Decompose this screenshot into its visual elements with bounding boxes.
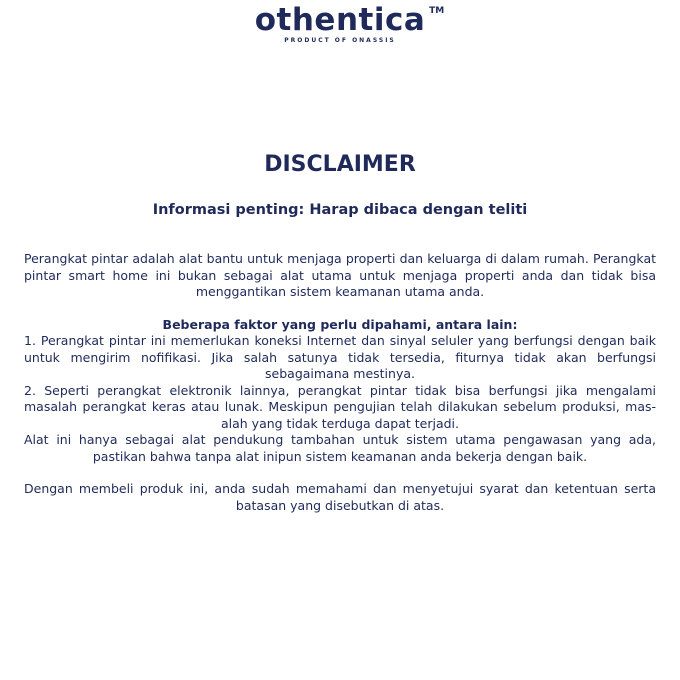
logo-wordmark-text: othentica	[254, 2, 426, 38]
factors-closing: Alat ini hanya sebagai alat pendukung tambahan untuk sistem utama pengawasan yang ada, pastikan bahwa tanpa alat inipun sistem keamanan anda bekerja dengan baik.	[24, 432, 656, 464]
factor-item-1: 1. Perangkat pintar ini memerlukan koneksi Internet dan sinyal seluler yang berfungsi dengan baik untuk mengirim nofifikasi. Jika salah satunya tidak tersedia, fiturnya tidak akan berfungsi sebagaimana mestinya.	[24, 333, 656, 381]
intro-paragraph: Perangkat pintar adalah alat bantu untuk menjaga properti dan keluarga di dalam rumah. Perangkat pintar smart home ini bukan sebagai alat utama untuk menjaga properti anda dan tidak bisa menggantikan sistem keamanan utama anda.	[24, 251, 656, 299]
agreement-paragraph: Dengan membeli produk ini, anda sudah memahami dan menyetujui syarat dan ketentuan serta batasan yang disebutkan di atas.	[24, 481, 656, 513]
logo-tagline: PRODUCT OF ONASSIS	[284, 37, 396, 44]
factor-item-2: 2. Seperti perangkat elektronik lainnya, perangkat pintar tidak bisa berfungsi jika mengalami masalah perangkat keras atau lunak. Meskipun pengujian telah dilakukan sebelum produksi, mas-alah yang tidak terduga dapat terjadi.	[24, 382, 656, 431]
factors-heading: Beberapa faktor yang perlu dipahami, antara lain:	[162, 316, 518, 332]
page-title: DISCLAIMER	[264, 152, 416, 177]
brand-logo	[0, 2, 680, 45]
logo-trademark: TM	[429, 6, 445, 16]
logo-wordmark	[254, 2, 445, 38]
page-subtitle: Informasi penting: Harap dibaca dengan teliti	[152, 202, 528, 218]
disclaimer-body	[24, 251, 656, 514]
